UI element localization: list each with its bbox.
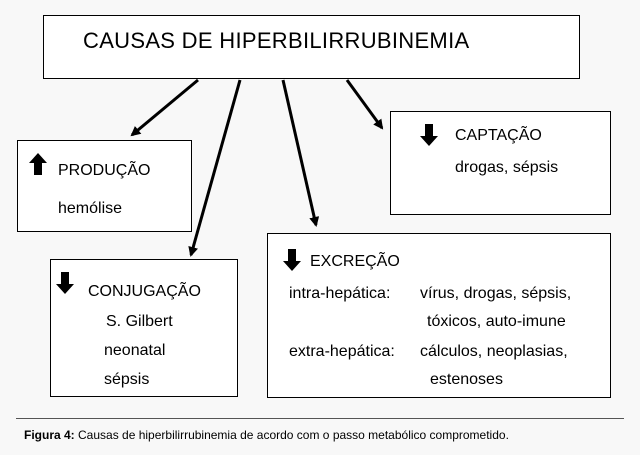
producao-item: hemólise — [58, 200, 123, 217]
captacao-heading: CAPTAÇÃO — [455, 127, 542, 144]
arrow-down-icon — [283, 249, 301, 271]
excrecao-extra-causes: cálculos, neoplasias, — [420, 343, 568, 360]
excrecao-extra-causes: estenoses — [430, 371, 503, 388]
caption-text: Causas de hiperbilirrubinemia de acordo com o passo metabólico comprometido. — [78, 428, 509, 442]
figure-caption — [24, 428, 509, 442]
caption-divider — [16, 418, 624, 419]
producao-heading: PRODUÇÃO — [58, 162, 151, 179]
connector-arrow-conjugacao — [191, 80, 240, 255]
excrecao-intra-causes: vírus, drogas, sépsis, — [420, 285, 572, 302]
excrecao-intra-causes: tóxicos, auto-imune — [427, 313, 566, 330]
conjugacao-item: neonatal — [104, 342, 166, 359]
conjugacao-heading: CONJUGAÇÃO — [88, 283, 201, 300]
conjugacao-item: sépsis — [104, 371, 150, 388]
arrow-down-icon — [56, 272, 74, 294]
connector-arrow-excrecao — [283, 80, 316, 225]
connector-arrow-captacao — [347, 80, 382, 128]
connector-arrow-producao — [132, 80, 198, 135]
diagram-title: CAUSAS DE HIPERBILIRRUBINEMIA — [83, 28, 470, 53]
arrow-down-icon — [420, 124, 438, 146]
excrecao-heading: EXCREÇÃO — [310, 253, 400, 270]
conjugacao-item: S. Gilbert — [106, 313, 173, 330]
excrecao-extra-label: extra-hepática: — [289, 343, 395, 360]
arrow-up-icon — [29, 153, 47, 175]
caption-label: Figura 4: — [24, 428, 75, 442]
excrecao-intra-label: intra-hepática: — [289, 285, 391, 302]
captacao-item: drogas, sépsis — [455, 159, 559, 176]
